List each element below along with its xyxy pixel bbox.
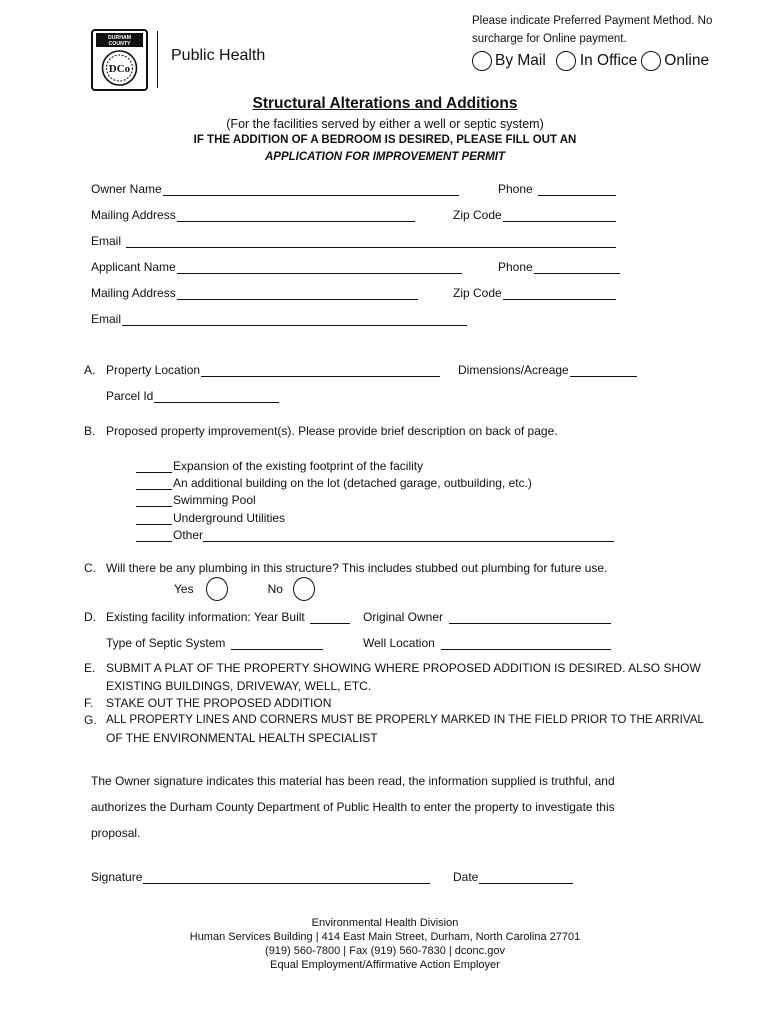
payment-note-line1: Please indicate Preferred Payment Method. No xyxy=(472,15,713,27)
applicant-name-field[interactable] xyxy=(91,260,462,274)
owner-zip-field[interactable] xyxy=(453,208,616,222)
applicant-zip-label: Zip Code xyxy=(453,286,502,300)
pay-by-mail-radio[interactable] xyxy=(472,51,492,71)
property-location-label: Property Location xyxy=(106,363,201,377)
owner-mailing-field[interactable] xyxy=(91,208,415,222)
option-other[interactable] xyxy=(136,528,614,542)
owner-phone-label: Phone xyxy=(498,182,533,196)
dimensions-acreage-label: Dimensions/Acreage xyxy=(458,363,569,377)
option-additional-building-label: An additional building on the lot (detached garage, outbuilding, etc.) xyxy=(173,476,532,490)
owner-zip-label: Zip Code xyxy=(453,208,502,222)
plumbing-yes-radio[interactable] xyxy=(206,577,228,601)
year-built-label: Existing facility information: Year Built xyxy=(106,610,305,624)
section-f-letter: F. xyxy=(84,696,94,710)
section-c-letter: C. xyxy=(84,561,96,575)
date-field[interactable] xyxy=(453,870,573,884)
form-subtitle: (For the facilities served by either a well or septic system) xyxy=(226,117,544,131)
option-swimming-pool[interactable] xyxy=(136,493,256,507)
original-owner-label: Original Owner xyxy=(363,610,444,624)
svg-text:DURHAM: DURHAM xyxy=(107,35,132,41)
section-e-line2: EXISTING BUILDINGS, DRIVEWAY, WELL, ETC. xyxy=(106,679,372,693)
plumbing-no-label: No xyxy=(267,582,283,596)
dimensions-acreage-field[interactable] xyxy=(458,363,637,377)
owner-email-label: Email xyxy=(91,234,122,248)
county-logo xyxy=(91,29,148,91)
pay-online-radio[interactable] xyxy=(641,51,661,71)
section-e-letter: E. xyxy=(84,661,96,675)
svg-text:DCo: DCo xyxy=(108,63,131,75)
applicant-mailing-label: Mailing Address xyxy=(91,286,176,300)
owner-email-field[interactable] xyxy=(91,234,616,248)
section-g-line1: ALL PROPERTY LINES AND CORNERS MUST BE PROPERLY MARKED IN THE FIELD PRIOR TO THE ARRIVAL xyxy=(106,713,704,726)
option-other-label: Other xyxy=(173,528,204,542)
signature-field[interactable] xyxy=(91,870,430,884)
option-additional-building[interactable] xyxy=(136,476,532,490)
svg-text:COUNTY: COUNTY xyxy=(108,41,131,48)
payment-options xyxy=(472,51,709,71)
plumbing-yes-label: Yes xyxy=(174,582,194,596)
footer-phone: (919) 560-7800 | Fax (919) 560-7830 | dconc.gov xyxy=(265,945,505,957)
section-b-letter: B. xyxy=(84,424,96,438)
owner-name-label: Owner Name xyxy=(91,182,162,196)
plumbing-answer xyxy=(174,577,315,601)
option-expansion-label: Expansion of the existing footprint of the facility xyxy=(173,459,424,473)
section-f-text: STAKE OUT THE PROPOSED ADDITION xyxy=(106,696,332,710)
durham-county-seal-icon xyxy=(91,29,148,91)
agency-name: Public Health xyxy=(171,47,266,64)
applicant-name-label: Applicant Name xyxy=(91,260,176,274)
owner-statement-line1: The Owner signature indicates this material has been read, the information supplied is truthful, and xyxy=(91,774,615,788)
section-a-letter: A. xyxy=(84,363,96,377)
owner-statement-line3: proposal. xyxy=(91,826,141,840)
section-g-letter: G. xyxy=(84,713,97,727)
applicant-email-label: Email xyxy=(91,312,122,326)
option-swimming-pool-label: Swimming Pool xyxy=(173,493,256,507)
septic-system-label: Type of Septic System xyxy=(106,636,226,650)
parcel-id-label: Parcel Id xyxy=(106,389,154,403)
logo-divider xyxy=(157,31,158,88)
well-location-field[interactable] xyxy=(363,636,611,650)
owner-name-field[interactable] xyxy=(91,182,459,196)
property-location-field[interactable] xyxy=(106,363,440,377)
section-g-line2: OF THE ENVIRONMENTAL HEALTH SPECIALIST xyxy=(106,731,378,745)
applicant-email-field[interactable] xyxy=(91,312,467,326)
year-built-field[interactable] xyxy=(106,610,350,624)
pay-in-office-radio[interactable] xyxy=(556,51,576,71)
payment-note-line2: surcharge for Online payment. xyxy=(472,33,627,45)
septic-system-field[interactable] xyxy=(106,636,323,650)
option-expansion[interactable] xyxy=(136,459,423,473)
section-d-letter: D. xyxy=(84,610,96,624)
bedroom-warning: IF THE ADDITION OF A BEDROOM IS DESIRED, PLEASE FILL OUT AN xyxy=(193,134,577,146)
section-e-line1: SUBMIT A PLAT OF THE PROPERTY SHOWING WHERE PROPOSED ADDITION IS DESIRED. ALSO SHOW xyxy=(106,661,701,675)
applicant-mailing-field[interactable] xyxy=(91,286,418,300)
applicant-phone-field[interactable] xyxy=(498,260,620,274)
owner-mailing-label: Mailing Address xyxy=(91,208,176,222)
section-c-text: Will there be any plumbing in this structure? This includes stubbed out plumbing for future use. xyxy=(106,561,608,575)
signature-label: Signature xyxy=(91,870,143,884)
original-owner-field[interactable] xyxy=(363,610,611,624)
footer-address: Human Services Building | 414 East Main Street, Durham, North Carolina 27701 xyxy=(189,931,581,943)
applicant-zip-field[interactable] xyxy=(453,286,616,300)
plumbing-no-radio[interactable] xyxy=(293,577,315,601)
option-underground-utilities[interactable] xyxy=(136,511,285,525)
improvement-permit-note: APPLICATION FOR IMPROVEMENT PERMIT xyxy=(264,151,505,163)
pay-by-mail-label: By Mail xyxy=(495,52,546,69)
pay-in-office-label: In Office xyxy=(579,52,638,69)
parcel-id-field[interactable] xyxy=(106,389,279,403)
well-location-label: Well Location xyxy=(363,636,435,650)
date-label: Date xyxy=(453,870,479,884)
owner-phone-field[interactable] xyxy=(498,182,616,196)
option-underground-utilities-label: Underground Utilities xyxy=(173,511,286,525)
pay-online-label: Online xyxy=(664,52,710,69)
owner-statement-line2: authorizes the Durham County Department of Public Health to enter the property to investigate this xyxy=(91,800,615,814)
section-b-text: Proposed property improvement(s). Please provide brief description on back of page. xyxy=(106,424,558,438)
applicant-phone-label: Phone xyxy=(498,260,533,274)
form-title: Structural Alterations and Additions xyxy=(252,95,518,112)
footer-eeo: Equal Employment/Affirmative Action Employer xyxy=(270,959,500,971)
footer-division: Environmental Health Division xyxy=(311,917,459,929)
